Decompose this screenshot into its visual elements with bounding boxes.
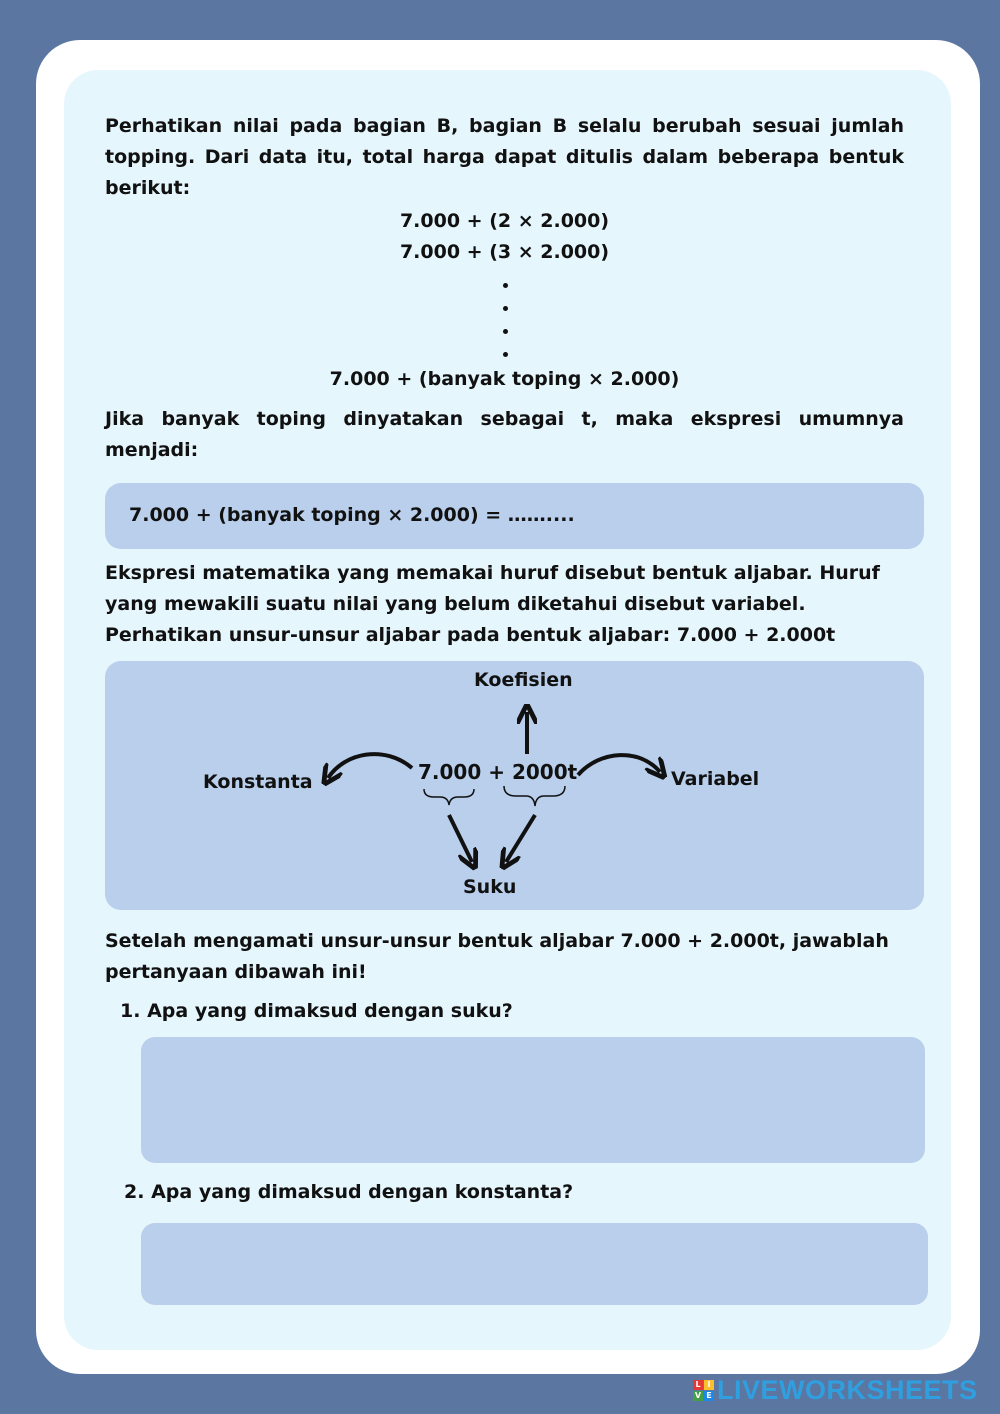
formula-line-2: 7.000 + (3 × 2.000)	[399, 241, 610, 263]
brace-constant	[424, 789, 474, 805]
question-2-number: 2.	[124, 1181, 145, 1203]
brand-name: LIVEWORKSHEETS	[717, 1374, 978, 1405]
formula-line-1: 7.000 + (2 × 2.000)	[399, 210, 610, 232]
brace-variable-term	[504, 786, 565, 806]
answer-box-1[interactable]	[141, 1037, 925, 1163]
question-1	[120, 998, 513, 1024]
variabel-label: Variabel	[671, 768, 760, 790]
algebra-expression: 7.000 + 2000t	[418, 760, 578, 784]
arrow-to-variabel	[578, 755, 660, 775]
question-1-number: 1.	[120, 1000, 141, 1022]
arrow-constant-to-suku	[449, 815, 472, 862]
arrow-term-to-suku	[506, 815, 535, 862]
intro-paragraph: Perhatikan nilai pada bagian B, bagian B selalu berubah sesuai jumlah topping. Dari data itu, total harga dapat ditulis dalam beberapa bentuk berikut:	[105, 115, 904, 199]
arrow-to-konstanta	[328, 754, 412, 778]
variable-paragraph: Jika banyak toping dinyatakan sebagai t, maka ekspresi umumnya menjadi:	[105, 408, 904, 461]
definition-line-1: Ekspresi matematika yang memakai huruf disebut bentuk aljabar. Huruf	[105, 562, 880, 584]
definition-line-3: Perhatikan unsur-unsur aljabar pada bentuk aljabar: 7.000 + 2.000t	[105, 624, 836, 646]
badge-letter: V	[694, 1390, 702, 1400]
koefisien-label: Koefisien	[474, 669, 573, 691]
question-2-text: Apa yang dimaksud dengan konstanta?	[151, 1181, 574, 1203]
question-2	[124, 1179, 573, 1205]
brand-badge-icon	[693, 1380, 714, 1401]
definition-line-2: yang mewakili suatu nilai yang belum diketahui disebut variabel.	[105, 593, 806, 615]
konstanta-label: Konstanta	[203, 771, 313, 793]
question-1-text: Apa yang dimaksud dengan suku?	[147, 1000, 513, 1022]
badge-letter: E	[704, 1391, 714, 1401]
liveworksheets-logo	[693, 1374, 978, 1405]
answer-box-2[interactable]	[141, 1223, 928, 1305]
badge-letter: L	[693, 1380, 703, 1390]
badge-letter: I	[704, 1380, 714, 1390]
fill-in-formula: 7.000 + (banyak toping × 2.000) = ……....	[129, 504, 575, 526]
suku-label: Suku	[463, 876, 517, 898]
instruction-paragraph: Setelah mengamati unsur-unsur bentuk aljabar 7.000 + 2.000t, jawablah pertanyaan dibawah ini!	[105, 930, 889, 983]
general-formula: 7.000 + (banyak toping × 2.000)	[329, 368, 680, 390]
